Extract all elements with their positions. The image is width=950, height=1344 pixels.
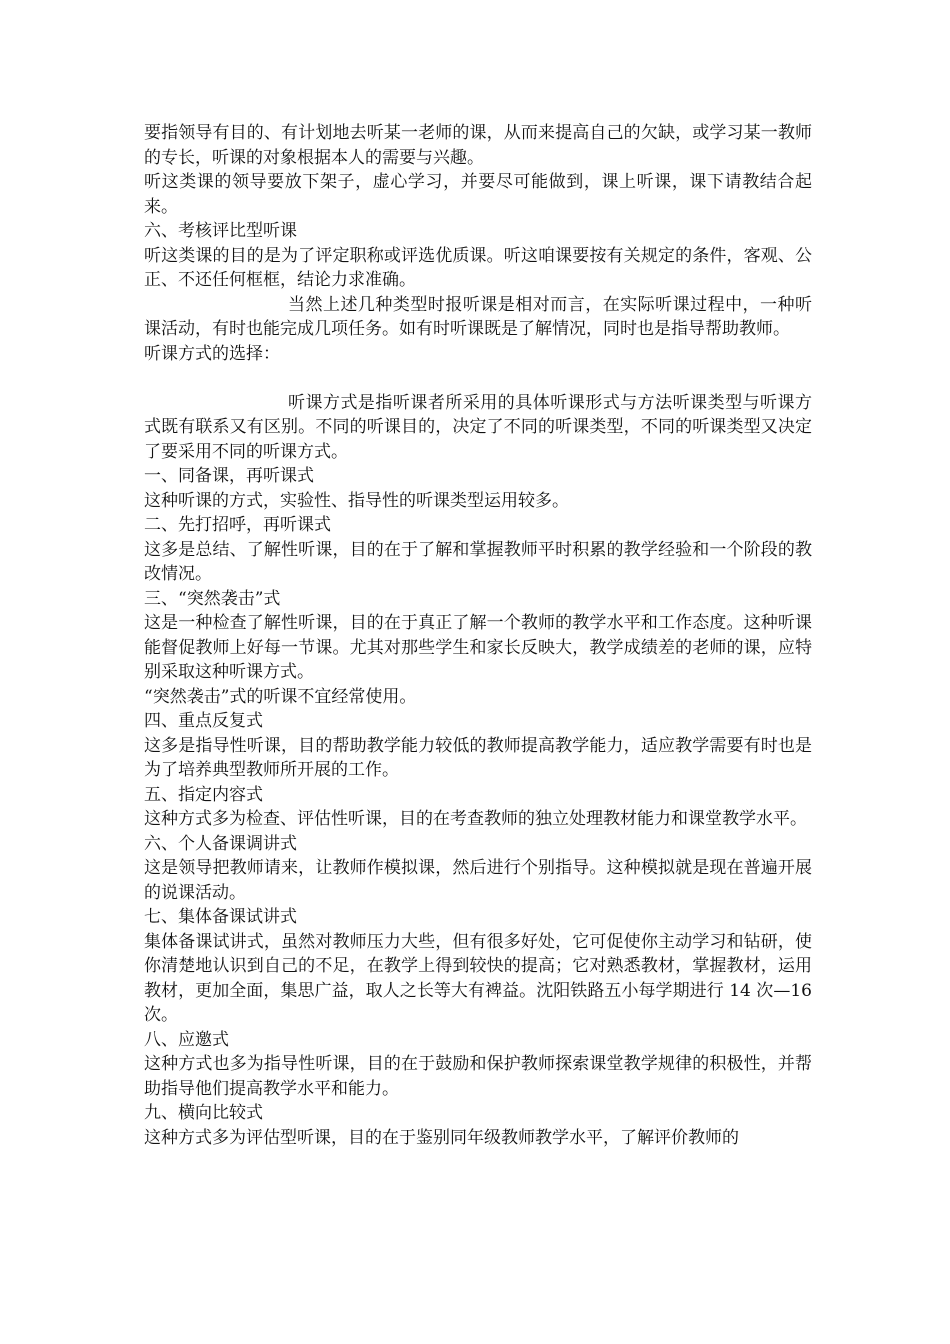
document-body — [144, 121, 812, 1150]
paragraph: “突然袭击”式的听课不宜经常使用。 — [144, 686, 417, 707]
paragraph: 听课方式是指听课者所采用的具体听课形式与方法听课类型与听课方式既有联系又有区别。不同的听课目的，决定了不同的听课类型，不同的听课类型又决定了要采用不同的听课方式。 — [144, 392, 812, 462]
paragraph: 集体备课试讲式，虽然对教师压力大些，但有很多好处，它可促使你主动学习和钻研，使你清楚地认识到自己的不足，在教学上得到较快的提高；它对熟悉教材，掌握教材，运用教材，更加全面，集思广益，取人之长等大有裨益。沈阳铁路五小每学期进行 14 次—16 次。 — [144, 931, 812, 1025]
section-heading: 三、“突然袭击”式 — [144, 588, 281, 609]
paragraph: 听这类课的领导要放下架子，虚心学习，并要尽可能做到，课上听课，课下请教结合起来。 — [144, 172, 812, 217]
paragraph: 要指领导有目的、有计划地去听某一老师的课，从而来提高自己的欠缺，或学习某一教师的专长，听课的对象根据本人的需要与兴趣。 — [144, 123, 812, 168]
section-heading: 八、应邀式 — [144, 1029, 229, 1050]
section-heading: 四、重点反复式 — [144, 711, 263, 731]
paragraph: 听这类课的目的是为了评定职称或评选优质课。听这咱课要按有关规定的条件，客观、公正、不还任何框框，结论力求准确。 — [144, 245, 812, 290]
paragraph: 这种方式多为检查、评估性听课，目的在考查教师的独立处理教材能力和课堂教学水平。 — [144, 809, 807, 829]
paragraph: 这是领导把教师请来，让教师作模拟课，然后进行个别指导。这种模拟就是现在普遍开展的说课活动。 — [144, 858, 812, 903]
section-heading: 七、集体备课试讲式 — [144, 907, 297, 927]
section-heading: 二、先打招呼，再听课式 — [144, 515, 331, 535]
section-heading: 六、考核评比型听课 — [144, 221, 297, 241]
paragraph: 这是一种检查了解性听课，目的在于真正了解一个教师的教学水平和工作态度。这种听课能督促教师上好每一节课。尤其对那些学生和家长反映大，教学成绩差的老师的课，应特别采取这种听课方式。 — [144, 613, 812, 682]
section-heading: 九、横向比较式 — [144, 1103, 263, 1123]
paragraph: 这多是总结、了解性听课，目的在于了解和掌握教师平时积累的教学经验和一个阶段的教改情况。 — [144, 539, 812, 584]
paragraph: 这种方式多为评估型听课，目的在于鉴别同年级教师教学水平，了解评价教师的 — [144, 1127, 739, 1148]
paragraph: 这种方式也多为指导性听课，目的在于鼓励和保护教师探索课堂教学规律的积极性，并帮助指导他们提高教学水平和能力。 — [144, 1054, 812, 1099]
section-heading: 听课方式的选择： — [144, 343, 280, 364]
paragraph: 当然上述几种类型时报听课是相对而言，在实际听课过程中，一种听课活动，有时也能完成几项任务。如有时听课既是了解情况，同时也是指导帮助教师。 — [144, 294, 812, 339]
section-heading: 六、个人备课调讲式 — [144, 833, 297, 854]
paragraph: 这种听课的方式，实验性、指导性的听课类型运用较多。 — [144, 490, 569, 511]
blank-line — [144, 366, 812, 391]
section-heading: 五、指定内容式 — [144, 784, 263, 805]
section-heading: 一、同备课，再听课式 — [144, 466, 314, 486]
paragraph: 这多是指导性听课，目的帮助教学能力较低的教师提高教学能力，适应教学需要有时也是为了培养典型教师所开展的工作。 — [144, 735, 812, 780]
